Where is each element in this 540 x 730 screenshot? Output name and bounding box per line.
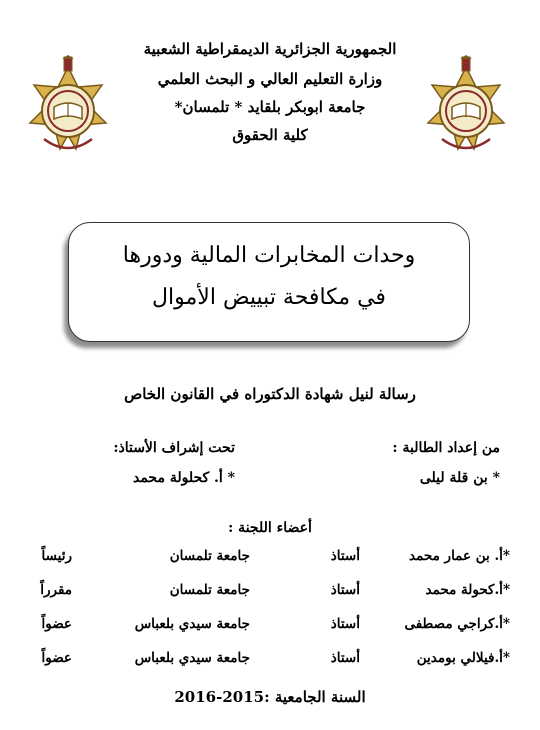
member-rank: أستاذ: [330, 616, 360, 632]
ministry-name: وزارة التعليم العالي و البحث العلمي: [157, 70, 383, 88]
supervisor-label: تحت إشراف الأستاذ:: [113, 440, 235, 456]
university-emblem-icon: [30, 55, 106, 149]
member-role: عضواً: [41, 616, 72, 632]
faculty-name: كلية الحقوق: [232, 126, 308, 144]
thesis-title-line-1: وحدات المخابرات المالية ودورها: [122, 243, 416, 268]
member-rank: أستاذ: [330, 650, 360, 666]
member-name: *أ.كراجي مصطفى: [404, 616, 510, 632]
member-rank: أستاذ: [330, 582, 360, 598]
member-role: مقرراً: [40, 582, 72, 598]
member-role: رئيساً: [41, 548, 72, 564]
member-name: *أ.فيلالي بومدين: [416, 650, 510, 666]
member-university: جامعة سيدي بلعباس: [134, 616, 250, 632]
university-emblem-icon: [428, 55, 504, 149]
thesis-title-line-2: في مكافحة تبييض الأموال: [152, 285, 386, 310]
member-university: جامعة سيدي بلعباس: [134, 650, 250, 666]
student-name: * بن قلة ليلى: [419, 470, 500, 486]
university-logo-right: [420, 55, 512, 165]
academic-year: السنة الجامعية :2015-2016: [174, 688, 366, 706]
committee-label: أعضاء اللجنة :: [228, 520, 312, 536]
university-name: جامعة ابوبكر بلقايد * تلمسان*: [174, 98, 366, 116]
university-logo-left: [22, 55, 114, 165]
member-university: جامعة تلمسان: [169, 548, 250, 564]
member-rank: أستاذ: [330, 548, 360, 564]
republic-name: الجمهورية الجزائرية الديمقراطية الشعبية: [143, 40, 397, 58]
thesis-title-box: [68, 222, 470, 342]
member-role: عضواً: [41, 650, 72, 666]
member-name: *أ.كحولة محمد: [425, 582, 510, 598]
student-label: من إعداد الطالبة :: [392, 440, 500, 456]
member-university: جامعة تلمسان: [169, 582, 250, 598]
thesis-statement: رسالة لنيل شهادة الدكتوراه في القانون الخاص: [124, 385, 416, 403]
supervisor-name: * أ. كحلولة محمد: [132, 470, 235, 486]
member-name: *أ. بن عمار محمد: [409, 548, 510, 564]
